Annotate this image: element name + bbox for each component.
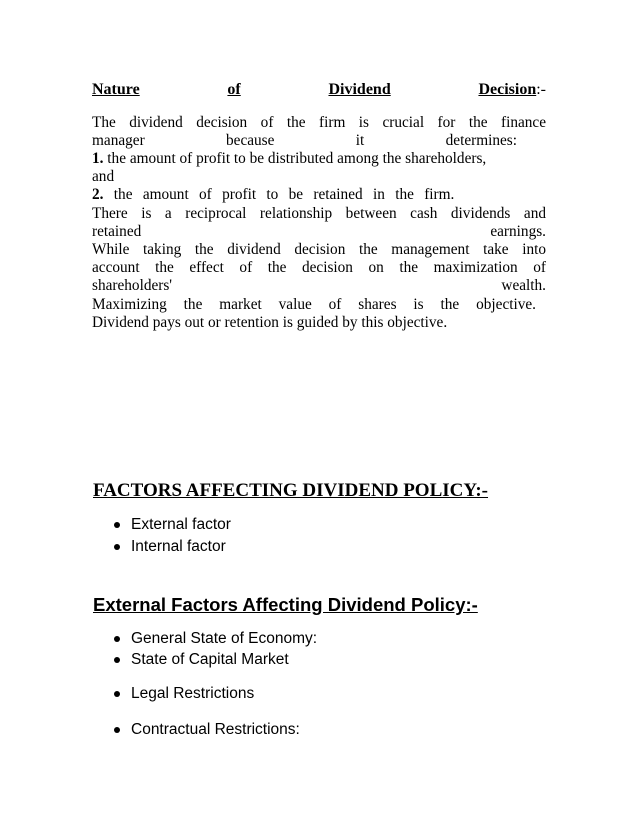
line-text: Maximizing the market value of shares is the objective.: [92, 296, 536, 313]
para-line-6: [92, 205, 546, 223]
line-text: There is a reciprocal relationship between cash dividends and: [92, 205, 546, 222]
line-text: and: [92, 168, 115, 185]
list-item-label: Contractual Restrictions:: [131, 721, 300, 738]
line-word: retained: [92, 223, 142, 240]
line-word: wealth.: [501, 277, 546, 294]
external-factors-heading: External Factors Affecting Dividend Policy:-: [93, 594, 478, 615]
list-item-label: External factor: [131, 516, 231, 533]
nature-heading: [92, 80, 546, 100]
heading-word: Nature: [92, 81, 140, 98]
list-item-label: Internal factor: [131, 538, 226, 555]
heading-word: of: [227, 81, 241, 98]
line-text: The dividend decision of the firm is crucial for the finance: [92, 114, 546, 131]
para-line-12: [92, 314, 546, 332]
list-item-label: General State of Economy:: [131, 630, 318, 647]
line-text: the amount of profit to be retained in the firm.: [103, 186, 455, 203]
para-line-11: [92, 296, 546, 314]
list-item: [114, 629, 317, 649]
para-line-4: [92, 168, 546, 186]
para-line-10: [92, 277, 546, 295]
list-item-label: State of Capital Market: [131, 651, 289, 668]
list-item: [114, 684, 254, 704]
para-line-9: [92, 259, 546, 277]
line-word: because: [226, 132, 275, 149]
factors-heading: FACTORS AFFECTING DIVIDEND POLICY:-: [93, 480, 489, 501]
bullet-icon: [114, 657, 120, 663]
para-line-8: [92, 241, 546, 259]
heading-last-word: [478, 80, 546, 100]
list-number: 2.: [92, 186, 104, 203]
list-number: 1.: [92, 150, 104, 167]
line-text: account the effect of the decision on the maximization of: [92, 259, 546, 276]
line-text: Dividend pays out or retention is guided by this objective.: [92, 314, 448, 331]
line-word: shareholders': [92, 277, 173, 294]
para-line-5: [92, 186, 546, 204]
bullet-icon: [114, 691, 120, 697]
list-item: [114, 720, 300, 740]
bullet-icon: [114, 636, 120, 642]
line-word: earnings.: [490, 223, 546, 240]
heading-word: Dividend: [328, 81, 391, 98]
bullet-icon: [114, 727, 120, 733]
list-item-label: Legal Restrictions: [131, 685, 255, 702]
line-word: determines:: [445, 132, 517, 149]
para-line-1: [92, 114, 546, 132]
line-text: the amount of profit to be distributed among the shareholders,: [103, 150, 487, 167]
heading-word: Decision: [478, 81, 537, 98]
line-word: it: [355, 132, 365, 149]
para-line-7: [92, 223, 546, 241]
heading-suffix: :-: [536, 81, 546, 98]
list-item: [114, 537, 226, 557]
bullet-icon: [114, 522, 120, 528]
line-word: manager: [92, 132, 145, 149]
para-line-2: [92, 132, 546, 150]
line-text: While taking the dividend decision the management take into: [92, 241, 546, 258]
bullet-icon: [114, 544, 120, 550]
list-item: [114, 515, 231, 535]
list-item: [114, 650, 289, 670]
para-line-3: [92, 150, 546, 168]
